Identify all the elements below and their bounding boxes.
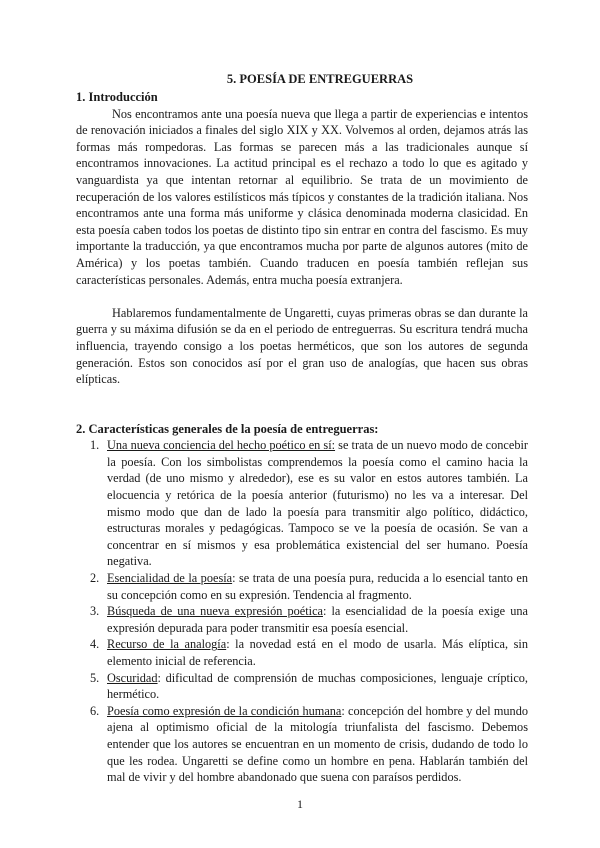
list-item: 2. Esencialidad de la poesía: se trata de una poesía pura, reducida a lo esencial tanto en su concepción como en su expresión. Tendencia al fragmento. xyxy=(90,571,528,602)
item-term: Poesía como expresión de la condición humana xyxy=(107,703,342,718)
document-title: 5. POESÍA DE ENTREGUERRAS xyxy=(226,72,414,86)
document-page xyxy=(76,64,528,786)
list-item: 3. Búsqueda de una nueva expresión poética: la esencialidad de la poesía exige una expresión depurada para poder transmitir esa poesía esencial. xyxy=(90,604,528,635)
page-number: 1 xyxy=(297,797,303,811)
item-text: : dificultad de comprensión de muchas composiciones, lenguaje críptico, hermético. xyxy=(107,670,528,702)
list-item: 4. Recurso de la analogía: la novedad está en el modo de usarla. Más elíptica, sin elemento inicial de referencia. xyxy=(90,637,528,668)
item-term: Oscuridad xyxy=(107,670,158,685)
item-text: : concepción del hombre y del mundo ajena al optimismo oficial de la mitología triunfalista del fascismo. Debemos entender que los autores se encuentran en un momento de crisis, dudando de todo lo que les rodea. Ungaretti se define como un hombre en pena. Hablarán también del mal de vivir y del hombre abandonado que suena con paraísos perdidos. xyxy=(107,703,528,785)
item-text: se trata de un nuevo modo de concebir la poesía. Con los simbolistas comprendemos la poesía como el camino hacia la verdad (de uno mismo y alrededor), ese es su valor en estos autores también. La elocuencia y retórica de la poesía anterior (futurismo) no les va a interesar. Del mismo modo que dan de lado la poesía para transmitir algo político, didáctico, estructuras morales y pedagógicas. Tampoco se ve la poesía de ocasión. Se van a concentrar en sí mismos y esa problemática existencial del ser humano. Poesía negativa. xyxy=(107,438,528,569)
section-1-heading: 1. Introducción xyxy=(76,90,158,104)
item-text: : la esencialidad de la poesía exige una expresión depurada para poder transmitir esa poesía esencial. xyxy=(107,604,528,635)
section-2-heading: 2. Características generales de la poesía de entreguerras: xyxy=(76,421,379,436)
intro-paragraph-2: Hablaremos fundamentalmente de Ungaretti, cuyas primeras obras se dan durante la guerra y su máxima difusión se da en el periodo de entreguerras. Su escritura tendrá mucha influencia, trayendo consigo a los poetas herméticos, que son los autores de segunda generación. Estos son conocidos así por el gran uso de analogías, que hacen sus obras elípticas. xyxy=(76,305,528,387)
item-text: : la novedad está en el modo de usarla. Más elíptica, sin elemento inicial de referencia. xyxy=(107,637,528,668)
item-text: : se trata de una poesía pura, reducida a lo esencial tanto en su concepción como en su expresión. Tendencia al fragmento. xyxy=(107,571,528,602)
list-item: 1. Una nueva conciencia del hecho poético en sí: se trata de un nuevo modo de concebir la poesía. Con los simbolistas comprendemos la poesía como el camino hacia la verdad (de uno mismo y alrededor), ese es su valor en estos autores también. La elocuencia y retórica de la poesía anterior (futurismo) no les va a interesar. Del mismo modo que dan de lado la poesía para transmitir algo político, didáctico, estructuras morales y pedagógicas. Tampoco se ve la poesía de ocasión. Se van a concentrar en sí mismos y esa problemática existencial del ser humano. Poesía negativa. xyxy=(90,438,528,569)
characteristics-list xyxy=(76,437,528,785)
item-term: Recurso de la analogía xyxy=(107,637,227,652)
item-term: Una nueva conciencia del hecho poético en sí: xyxy=(107,438,336,453)
item-term: Esencialidad de la poesía xyxy=(107,571,233,586)
intro-paragraph-1: Nos encontramos ante una poesía nueva que llega a partir de experiencias e intentos de renovación iniciados a finales del siglo XIX y XX. Volvemos al orden, dejamos atrás las formas más rompedoras. Las formas se parecen más a las tradicionales aunque sí encontramos innovaciones. La actitud principal es el rechazo a todo lo que es agitado y vanguardista ya que intentan retornar al equilibrio. Se trata de un movimiento de recuperación de los valores estilísticos más típicos y constantes de la tradición italiana. Nos encontramos ante una forma más uniforme y clásica denominada moderna clasicidad. En esta poesía caben todos los poetas de distinto tipo sin entrar en contra del fascismo. Es muy importante la traducción, ya que encontramos mucha por parte de algunos autores (mito de América) y los poetas también. Cuando traducen en poesía también reflejan sus características personales. Además, entra mucha poesía extranjera. xyxy=(76,106,528,287)
item-term: Búsqueda de una nueva expresión poética xyxy=(107,604,323,619)
list-item: 5. Oscuridad: dificultad de comprensión de muchas composiciones, lenguaje críptico, hermético. xyxy=(90,670,528,702)
list-item: 6. Poesía como expresión de la condición humana: concepción del hombre y del mundo ajena al optimismo oficial de la mitología triunfalista del fascismo. Debemos entender que los autores se encuentran en un momento de crisis, dudando de todo lo que les rodea. Ungaretti se define como un hombre en pena. Hablarán también del mal de vivir y del hombre abandonado que suena con paraísos perdidos. xyxy=(90,703,528,785)
